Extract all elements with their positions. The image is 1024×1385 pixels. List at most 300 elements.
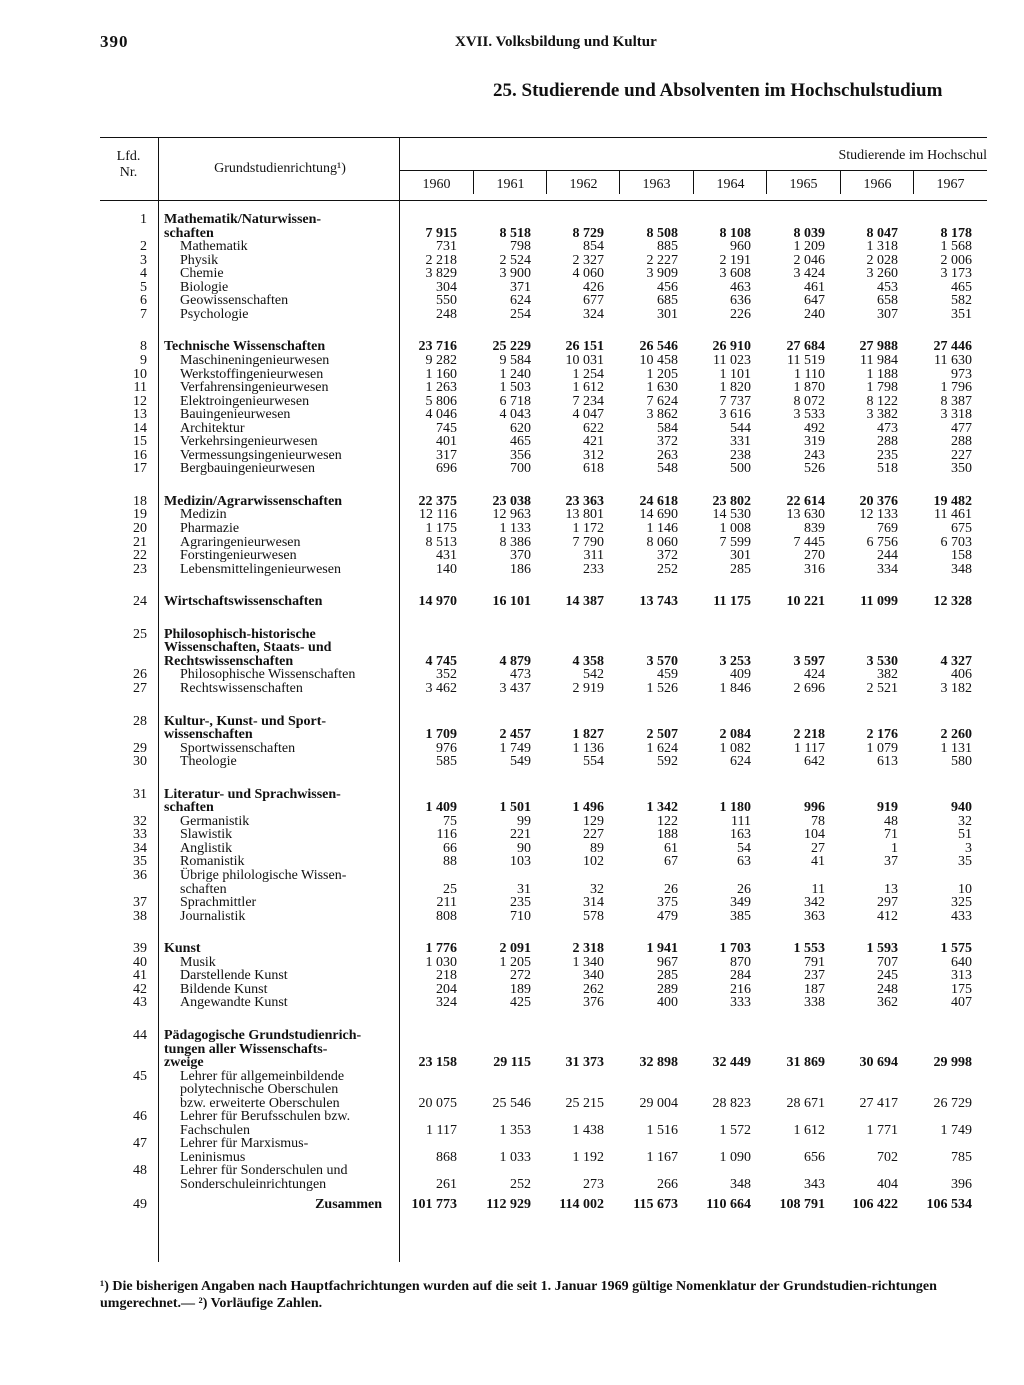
cell-1967: 940 (951, 800, 972, 816)
cell-1963: 372 (657, 434, 678, 450)
cell-1967: 582 (951, 293, 972, 309)
cell-1964: 636 (730, 293, 751, 309)
cell-1960: 304 (436, 279, 457, 295)
cell-1961: 3 900 (499, 266, 531, 282)
cell-1961: 798 (510, 239, 531, 255)
cell-1964: 3 608 (719, 266, 751, 282)
cell-1962: 233 (583, 561, 604, 577)
cell-1962: 1 136 (572, 740, 604, 756)
cell-1960: 1 709 (425, 727, 457, 743)
row-label: Elektroingenieurwesen (180, 393, 310, 409)
cell-1962: 25 215 (565, 1095, 604, 1111)
cell-1964: 216 (730, 981, 751, 997)
cell-1962: 314 (583, 895, 604, 911)
cell-1960: 66 (443, 840, 457, 856)
cell-1964: 960 (730, 239, 751, 255)
cell-1960: 1 263 (425, 380, 457, 396)
table-row (100, 628, 987, 669)
cell-1967: 348 (951, 561, 972, 577)
cell-1960: 352 (436, 667, 457, 683)
cell-1960: 23 158 (418, 1055, 457, 1071)
cell-1960: 261 (436, 1176, 457, 1192)
page-number: 390 (100, 32, 129, 51)
cell-1966: 8 122 (866, 393, 898, 409)
cell-1965: 11 (811, 881, 825, 897)
cell-1966: 473 (877, 420, 898, 436)
cell-1960: 731 (436, 239, 457, 255)
cell-1962: 262 (583, 981, 604, 997)
year-1967: 1967 (936, 177, 965, 192)
cell-1965: 3 597 (793, 653, 825, 669)
cell-1963: 122 (657, 813, 678, 829)
row-label: Lehrer für Berufsschulen bzw. Fachschulen (180, 1109, 351, 1138)
cell-1962: 102 (583, 854, 604, 870)
cell-1963: 456 (657, 279, 678, 295)
cell-1962: 1 612 (572, 380, 604, 396)
cell-1965: 642 (804, 754, 825, 770)
table-row (100, 267, 987, 281)
row-number: 21 (133, 534, 147, 550)
row-label: Verkehrsingenieurwesen (180, 434, 318, 450)
cell-1967: 8 178 (940, 225, 972, 241)
cell-1967: 785 (951, 1149, 972, 1165)
cell-1967: 3 173 (940, 266, 972, 282)
cell-1964: 110 664 (706, 1196, 751, 1212)
cell-1960: 550 (436, 293, 457, 309)
cell-1965: 237 (804, 968, 825, 984)
cell-1965: 3 424 (793, 266, 825, 282)
cell-1961: 620 (510, 420, 531, 436)
cell-1962: 1 192 (572, 1149, 604, 1165)
cell-1966: 11 984 (860, 352, 898, 368)
cell-1962: 227 (583, 827, 604, 843)
cell-1967: 407 (951, 995, 972, 1011)
cell-1963: 592 (657, 754, 678, 770)
cell-1964: 385 (730, 908, 751, 924)
table-row (100, 956, 987, 970)
cell-1963: 3 570 (646, 653, 678, 669)
cell-1961: 4 043 (499, 407, 531, 423)
cell-1964: 1 572 (719, 1122, 751, 1138)
table-row (100, 910, 987, 924)
table-row (100, 969, 987, 983)
cell-1961: 254 (510, 306, 531, 322)
cell-1961: 189 (510, 981, 531, 997)
cell-1966: 27 988 (859, 339, 898, 355)
cell-1962: 7 790 (572, 534, 604, 550)
cell-1962: 1 438 (572, 1122, 604, 1138)
cell-1962: 4 047 (572, 407, 604, 423)
cell-1965: 10 221 (786, 594, 825, 610)
cell-1966: 20 376 (859, 493, 898, 509)
cell-1963: 1 630 (646, 380, 678, 396)
table-row (100, 668, 987, 682)
cell-1964: 333 (730, 995, 751, 1011)
header-grundstudienrichtung: Grundstudienrichtung¹) (214, 161, 346, 176)
cell-1965: 7 445 (793, 534, 825, 550)
cell-1965: 1 209 (793, 239, 825, 255)
cell-1965: 1 870 (793, 380, 825, 396)
table-row (100, 869, 987, 896)
cell-1965: 1 612 (793, 1122, 825, 1138)
cell-1965: 656 (804, 1149, 825, 1165)
cell-1964: 284 (730, 968, 751, 984)
table-row (100, 755, 987, 769)
cell-1960: 401 (436, 434, 457, 450)
cell-1961: 371 (510, 279, 531, 295)
cell-1962: 7 234 (572, 393, 604, 409)
cell-1966: 1 593 (866, 941, 898, 957)
row-label: Lehrer für allgemeinbildende polytechnische Oberschulen bzw. erweiterte Oberschulen (180, 1068, 345, 1111)
cell-1963: 1 205 (646, 366, 678, 382)
cell-1960: 3 829 (425, 266, 457, 282)
cell-1961: 29 115 (493, 1055, 531, 1071)
cell-1967: 396 (951, 1176, 972, 1192)
cell-1967: 2 006 (940, 252, 972, 268)
row-number: 8 (140, 339, 147, 355)
row-label: Medizin/Agrarwissenschaften (164, 493, 343, 509)
cell-1967: 51 (958, 827, 972, 843)
year-1960: 1960 (422, 177, 451, 192)
cell-1966: 30 694 (859, 1055, 898, 1071)
cell-1960: 14 970 (418, 594, 457, 610)
year-divider (619, 171, 620, 194)
cell-1964: 23 802 (712, 493, 751, 509)
cell-1966: 2 521 (866, 680, 898, 696)
row-label: Geowissenschaften (180, 293, 289, 309)
cell-1964: 226 (730, 306, 751, 322)
cell-1960: 1 117 (426, 1122, 457, 1138)
cell-1966: 702 (877, 1149, 898, 1165)
cell-1967: 465 (951, 279, 972, 295)
cell-1966: 613 (877, 754, 898, 770)
cell-1965: 108 791 (779, 1196, 825, 1212)
row-number: 35 (133, 854, 147, 870)
row-number: 40 (133, 954, 147, 970)
row-number: 26 (133, 667, 147, 683)
cell-1963: 400 (657, 995, 678, 1011)
row-number: 49 (133, 1196, 147, 1212)
row-number: 32 (133, 813, 147, 829)
row-label: Chemie (180, 266, 224, 282)
cell-1962: 114 002 (559, 1196, 604, 1212)
row-label: Bildende Kunst (180, 981, 268, 997)
cell-1963: 1 624 (646, 740, 678, 756)
cell-1960: 1 030 (425, 954, 457, 970)
table-row (100, 983, 987, 997)
cell-1964: 3 253 (719, 653, 751, 669)
cell-1961: 1 353 (499, 1122, 531, 1138)
cell-1965: 1 110 (794, 366, 825, 382)
cell-1962: 4 060 (572, 266, 604, 282)
cell-1966: 48 (884, 813, 898, 829)
cell-1964: 26 910 (712, 339, 751, 355)
row-label: Mathematik/Naturwissen- schaften (164, 212, 322, 241)
row-label: Forstingenieurwesen (180, 548, 297, 564)
table-row (100, 408, 987, 422)
row-number: 48 (133, 1163, 147, 1179)
row-label: Verfahrensingenieurwesen (180, 380, 329, 396)
cell-1961: 8 386 (499, 534, 531, 550)
cell-1964: 870 (730, 954, 751, 970)
cell-1963: 1 146 (646, 521, 678, 536)
row-label: Psychologie (180, 306, 249, 322)
cell-1967: 4 327 (940, 653, 972, 669)
cell-1964: 409 (730, 667, 751, 683)
cell-1964: 238 (730, 447, 751, 463)
cell-1962: 2 318 (572, 941, 604, 957)
cell-1966: 453 (877, 279, 898, 295)
cell-1961: 549 (510, 754, 531, 770)
row-number: 14 (133, 420, 147, 436)
table-row (100, 536, 987, 550)
cell-1967: 11 461 (934, 507, 972, 523)
cell-1967: 433 (951, 908, 972, 924)
cell-1967: 3 182 (940, 680, 972, 696)
cell-1965: 791 (804, 954, 825, 970)
cell-1960: 23 716 (418, 339, 457, 355)
table-row (100, 308, 987, 322)
row-label: Literatur- und Sprachwissen- schaften (164, 786, 341, 816)
cell-1965: 1 553 (793, 941, 825, 957)
cell-1964: 1 008 (719, 521, 751, 536)
cell-1967: 12 328 (933, 594, 972, 610)
cell-1960: 5 806 (425, 393, 457, 409)
cell-1962: 426 (583, 279, 604, 295)
cell-1962: 89 (590, 840, 604, 856)
year-1966: 1966 (863, 177, 892, 192)
cell-1963: 372 (657, 548, 678, 564)
cell-1966: 658 (877, 293, 898, 309)
cell-1961: 12 963 (492, 507, 531, 523)
cell-1963: 24 618 (639, 493, 678, 509)
row-number: 18 (133, 493, 147, 509)
cell-1962: 14 387 (565, 594, 604, 610)
cell-1960: 4 745 (425, 653, 457, 669)
row-label: Darstellende Kunst (180, 968, 288, 984)
cell-1961: 90 (517, 840, 531, 856)
cell-1961: 252 (510, 1176, 531, 1192)
cell-1965: 104 (804, 827, 825, 843)
row-number: 38 (133, 908, 147, 924)
cell-1965: 1 117 (794, 740, 825, 756)
row-label: Technische Wissenschaften (164, 339, 326, 355)
table-row (100, 281, 987, 295)
cell-1967: 1 796 (940, 380, 972, 396)
year-divider (840, 171, 841, 194)
cell-1967: 8 387 (940, 393, 972, 409)
cell-1965: 492 (804, 420, 825, 436)
cell-1960: 211 (436, 895, 457, 911)
row-number: 5 (140, 279, 147, 295)
cell-1962: 31 373 (565, 1055, 604, 1071)
cell-1961: 8 518 (499, 225, 531, 241)
year-divider (473, 171, 474, 194)
cell-1963: 252 (657, 561, 678, 577)
table-row (100, 340, 987, 354)
row-number: 3 (140, 252, 147, 268)
cell-1965: 3 533 (793, 407, 825, 423)
cell-1961: 2 524 (499, 252, 531, 268)
cell-1961: 370 (510, 548, 531, 564)
row-label: Bauingenieurwesen (180, 407, 291, 423)
cell-1966: 288 (877, 434, 898, 450)
cell-1966: 245 (877, 968, 898, 984)
row-label: Theologie (180, 754, 237, 770)
cell-1963: 13 743 (639, 594, 678, 610)
row-label: Sprachmittler (180, 895, 257, 911)
cell-1967: 2 260 (940, 727, 972, 743)
table-row (100, 1164, 987, 1191)
cell-1967: 29 998 (933, 1055, 972, 1071)
cell-1961: 112 929 (486, 1196, 531, 1212)
table-row (100, 896, 987, 910)
cell-1965: 839 (804, 521, 825, 536)
cell-1967: 1 749 (940, 1122, 972, 1138)
row-label: Sportwissenschaften (180, 740, 296, 756)
cell-1967: 580 (951, 754, 972, 770)
cell-1964: 11 175 (713, 594, 751, 610)
cell-1960: 1 160 (425, 366, 457, 382)
cell-1961: 186 (510, 561, 531, 577)
cell-1967: 26 729 (933, 1095, 972, 1111)
table-row (100, 996, 987, 1010)
cell-1966: 1 079 (866, 740, 898, 756)
cell-1966: 518 (877, 461, 898, 477)
table-row (100, 354, 987, 368)
row-number: 46 (133, 1109, 147, 1125)
cell-1964: 348 (730, 1176, 751, 1192)
cell-1967: 640 (951, 954, 972, 970)
cell-1965: 240 (804, 306, 825, 322)
cell-1962: 13 801 (565, 507, 604, 523)
cell-1966: 13 (884, 881, 898, 897)
row-number: 9 (140, 352, 147, 368)
cell-1967: 1 131 (940, 740, 972, 756)
cell-1962: 129 (583, 813, 604, 829)
table-row (100, 462, 987, 476)
row-label: Anglistik (180, 840, 233, 856)
cell-1963: 8 060 (646, 534, 678, 550)
cell-1967: 313 (951, 968, 972, 984)
table-row (100, 788, 987, 815)
table-row (100, 1110, 987, 1137)
year-1961: 1961 (496, 177, 525, 192)
table-row (100, 213, 987, 240)
row-number: 11 (133, 380, 147, 396)
cell-1961: 356 (510, 447, 531, 463)
cell-1966: 3 260 (866, 266, 898, 282)
cell-1966: 1 798 (866, 380, 898, 396)
cell-1965: 78 (811, 813, 825, 829)
cell-1964: 349 (730, 895, 751, 911)
cell-1960: 7 915 (425, 225, 457, 241)
cell-1963: 1 516 (646, 1122, 678, 1138)
cell-1962: 1 172 (572, 521, 604, 536)
cell-1960: 116 (436, 827, 457, 843)
cell-1961: 9 584 (499, 352, 531, 368)
cell-1962: 32 (590, 881, 604, 897)
cell-1965: 22 614 (786, 493, 825, 509)
table-row (100, 508, 987, 522)
row-number: 31 (133, 786, 147, 802)
cell-1963: 289 (657, 981, 678, 997)
row-label: Medizin (180, 507, 227, 523)
cell-1963: 32 898 (639, 1055, 678, 1071)
year-divider (546, 171, 547, 194)
cell-1964: 1 090 (719, 1149, 751, 1165)
year-divider (693, 171, 694, 194)
cell-1964: 500 (730, 461, 751, 477)
row-label: Maschineningenieurwesen (180, 352, 330, 368)
cell-1966: 1 188 (866, 366, 898, 382)
cell-1963: 10 458 (639, 352, 678, 368)
cell-1967: 19 482 (933, 493, 972, 509)
cell-1964: 163 (730, 827, 751, 843)
cell-1963: 967 (657, 954, 678, 970)
cell-1962: 8 729 (572, 225, 604, 241)
cell-1964: 32 449 (712, 1055, 751, 1071)
cell-1964: 463 (730, 279, 751, 295)
table-row (100, 563, 987, 577)
cell-1961: 1 205 (499, 954, 531, 970)
row-label: Musik (180, 954, 216, 970)
cell-1966: 297 (877, 895, 898, 911)
header-studierende: Studierende im Hochschul (838, 148, 987, 163)
cell-1966: 769 (877, 521, 898, 536)
row-number: 25 (133, 626, 147, 642)
cell-1963: 61 (664, 840, 678, 856)
table-row (100, 742, 987, 756)
cell-1964: 1 082 (719, 740, 751, 756)
cell-1961: 3 437 (499, 680, 531, 696)
cell-1961: 221 (510, 827, 531, 843)
cell-1964: 624 (730, 754, 751, 770)
cell-1960: 88 (443, 854, 457, 870)
cell-1961: 23 038 (492, 493, 531, 509)
row-number: 45 (133, 1068, 147, 1084)
row-number: 17 (133, 461, 147, 477)
cell-1967: 350 (951, 461, 972, 477)
cell-1963: 2 227 (646, 252, 678, 268)
table-row (100, 1137, 987, 1164)
row-number: 13 (133, 407, 147, 423)
cell-1966: 6 756 (866, 534, 898, 550)
cell-1966: 235 (877, 447, 898, 463)
table-row (100, 942, 987, 956)
cell-1964: 28 823 (712, 1095, 751, 1111)
cell-1965: 31 869 (786, 1055, 825, 1071)
cell-1963: 8 508 (646, 225, 678, 241)
cell-1966: 382 (877, 667, 898, 683)
cell-1962: 618 (583, 461, 604, 477)
cell-1963: 67 (664, 854, 678, 870)
table-row (100, 395, 987, 409)
cell-1961: 624 (510, 293, 531, 309)
cell-1967: 32 (958, 813, 972, 829)
cell-1967: 477 (951, 420, 972, 436)
table-row (100, 522, 987, 536)
row-label: Lehrer für Marxismus- Leninismus (180, 1136, 309, 1165)
cell-1966: 2 028 (866, 252, 898, 268)
cell-1963: 1 167 (646, 1149, 678, 1165)
cell-1967: 175 (951, 981, 972, 997)
cell-1966: 1 771 (866, 1122, 898, 1138)
cell-1963: 7 624 (646, 393, 678, 409)
cell-1967: 6 703 (940, 534, 972, 550)
row-number: 6 (140, 293, 147, 309)
cell-1967: 325 (951, 895, 972, 911)
